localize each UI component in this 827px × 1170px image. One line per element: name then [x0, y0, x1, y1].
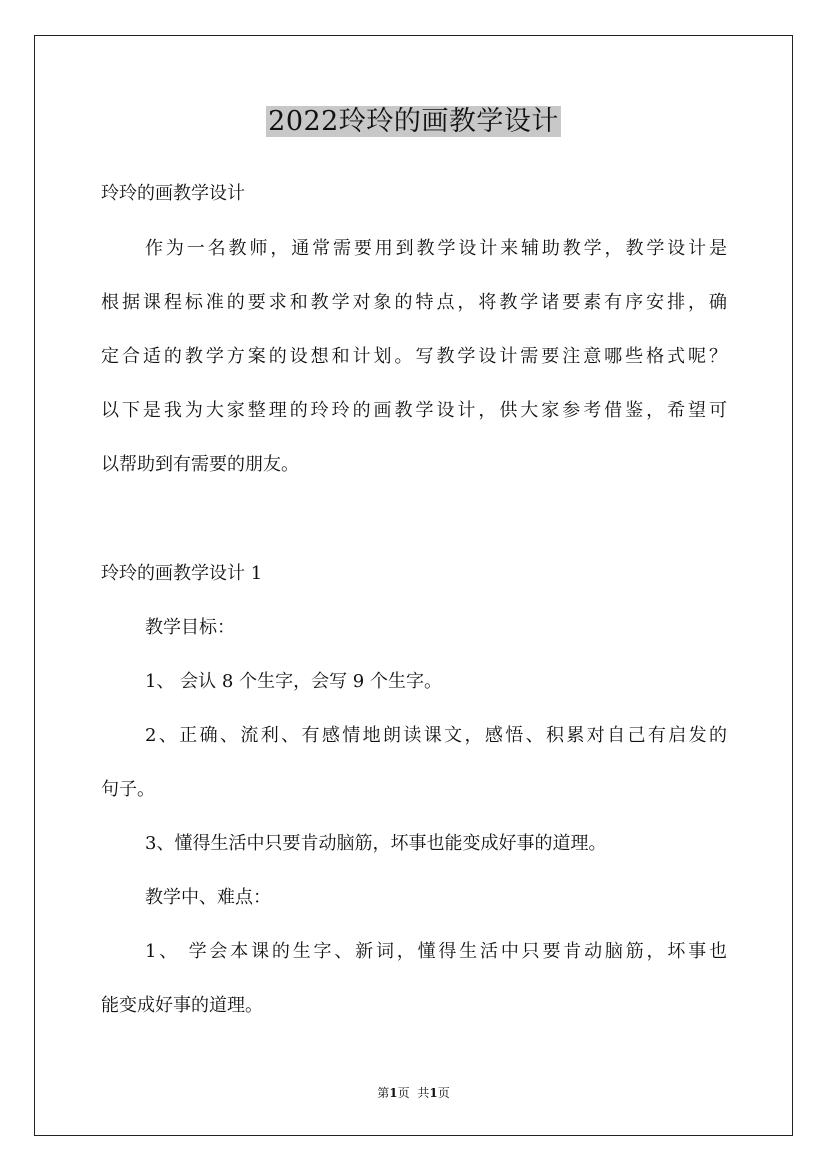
footer-page-number: 1 [389, 1086, 398, 1100]
document-title [0, 100, 827, 144]
goal-2-line-2: 句子。 [101, 779, 155, 800]
document-title-text: 2022玲玲的画教学设计 [268, 106, 559, 137]
difficulty-label: 教学中、难点： [145, 887, 271, 908]
footer-page-suffix: 页 [397, 1086, 410, 1100]
footer-total-prefix: 共 [417, 1086, 430, 1100]
intro-heading: 玲玲的画教学设计 [101, 183, 245, 204]
intro-line-3: 定合适的教学方案的设想和计划。写教学设计需要注意哪些格式呢？ [101, 346, 727, 367]
footer-total-suffix: 页 [437, 1086, 450, 1100]
footer-total-number: 1 [429, 1086, 438, 1100]
goal-1: 1、 会认 8 个生字，会写 9 个生字。 [145, 671, 442, 692]
intro-line-1: 作为一名教师，通常需要用到教学设计来辅助教学，教学设计是 [145, 238, 727, 259]
intro-line-4: 以下是我为大家整理的玲玲的画教学设计，供大家参考借鉴，希望可 [101, 400, 727, 421]
intro-line-5: 以帮助到有需要的朋友。 [101, 454, 299, 475]
footer-page-prefix: 第 [377, 1086, 390, 1100]
goal-2-line-1: 2、正确、流利、有感情地朗读课文，感悟、积累对自己有启发的 [145, 725, 727, 746]
section-1-heading: 玲玲的画教学设计 1 [101, 563, 263, 584]
difficulty-1-line-2: 能变成好事的道理。 [101, 995, 263, 1016]
page-footer [0, 1084, 827, 1102]
goal-3: 3、懂得生活中只要肯动脑筋，坏事也能变成好事的道理。 [145, 833, 607, 854]
goals-label: 教学目标： [145, 617, 235, 638]
difficulty-1-line-1: 1、 学会本课的生字、新词，懂得生活中只要肯动脑筋，坏事也 [145, 941, 727, 962]
intro-line-2: 根据课程标准的要求和教学对象的特点，将教学诸要素有序安排，确 [101, 292, 727, 313]
